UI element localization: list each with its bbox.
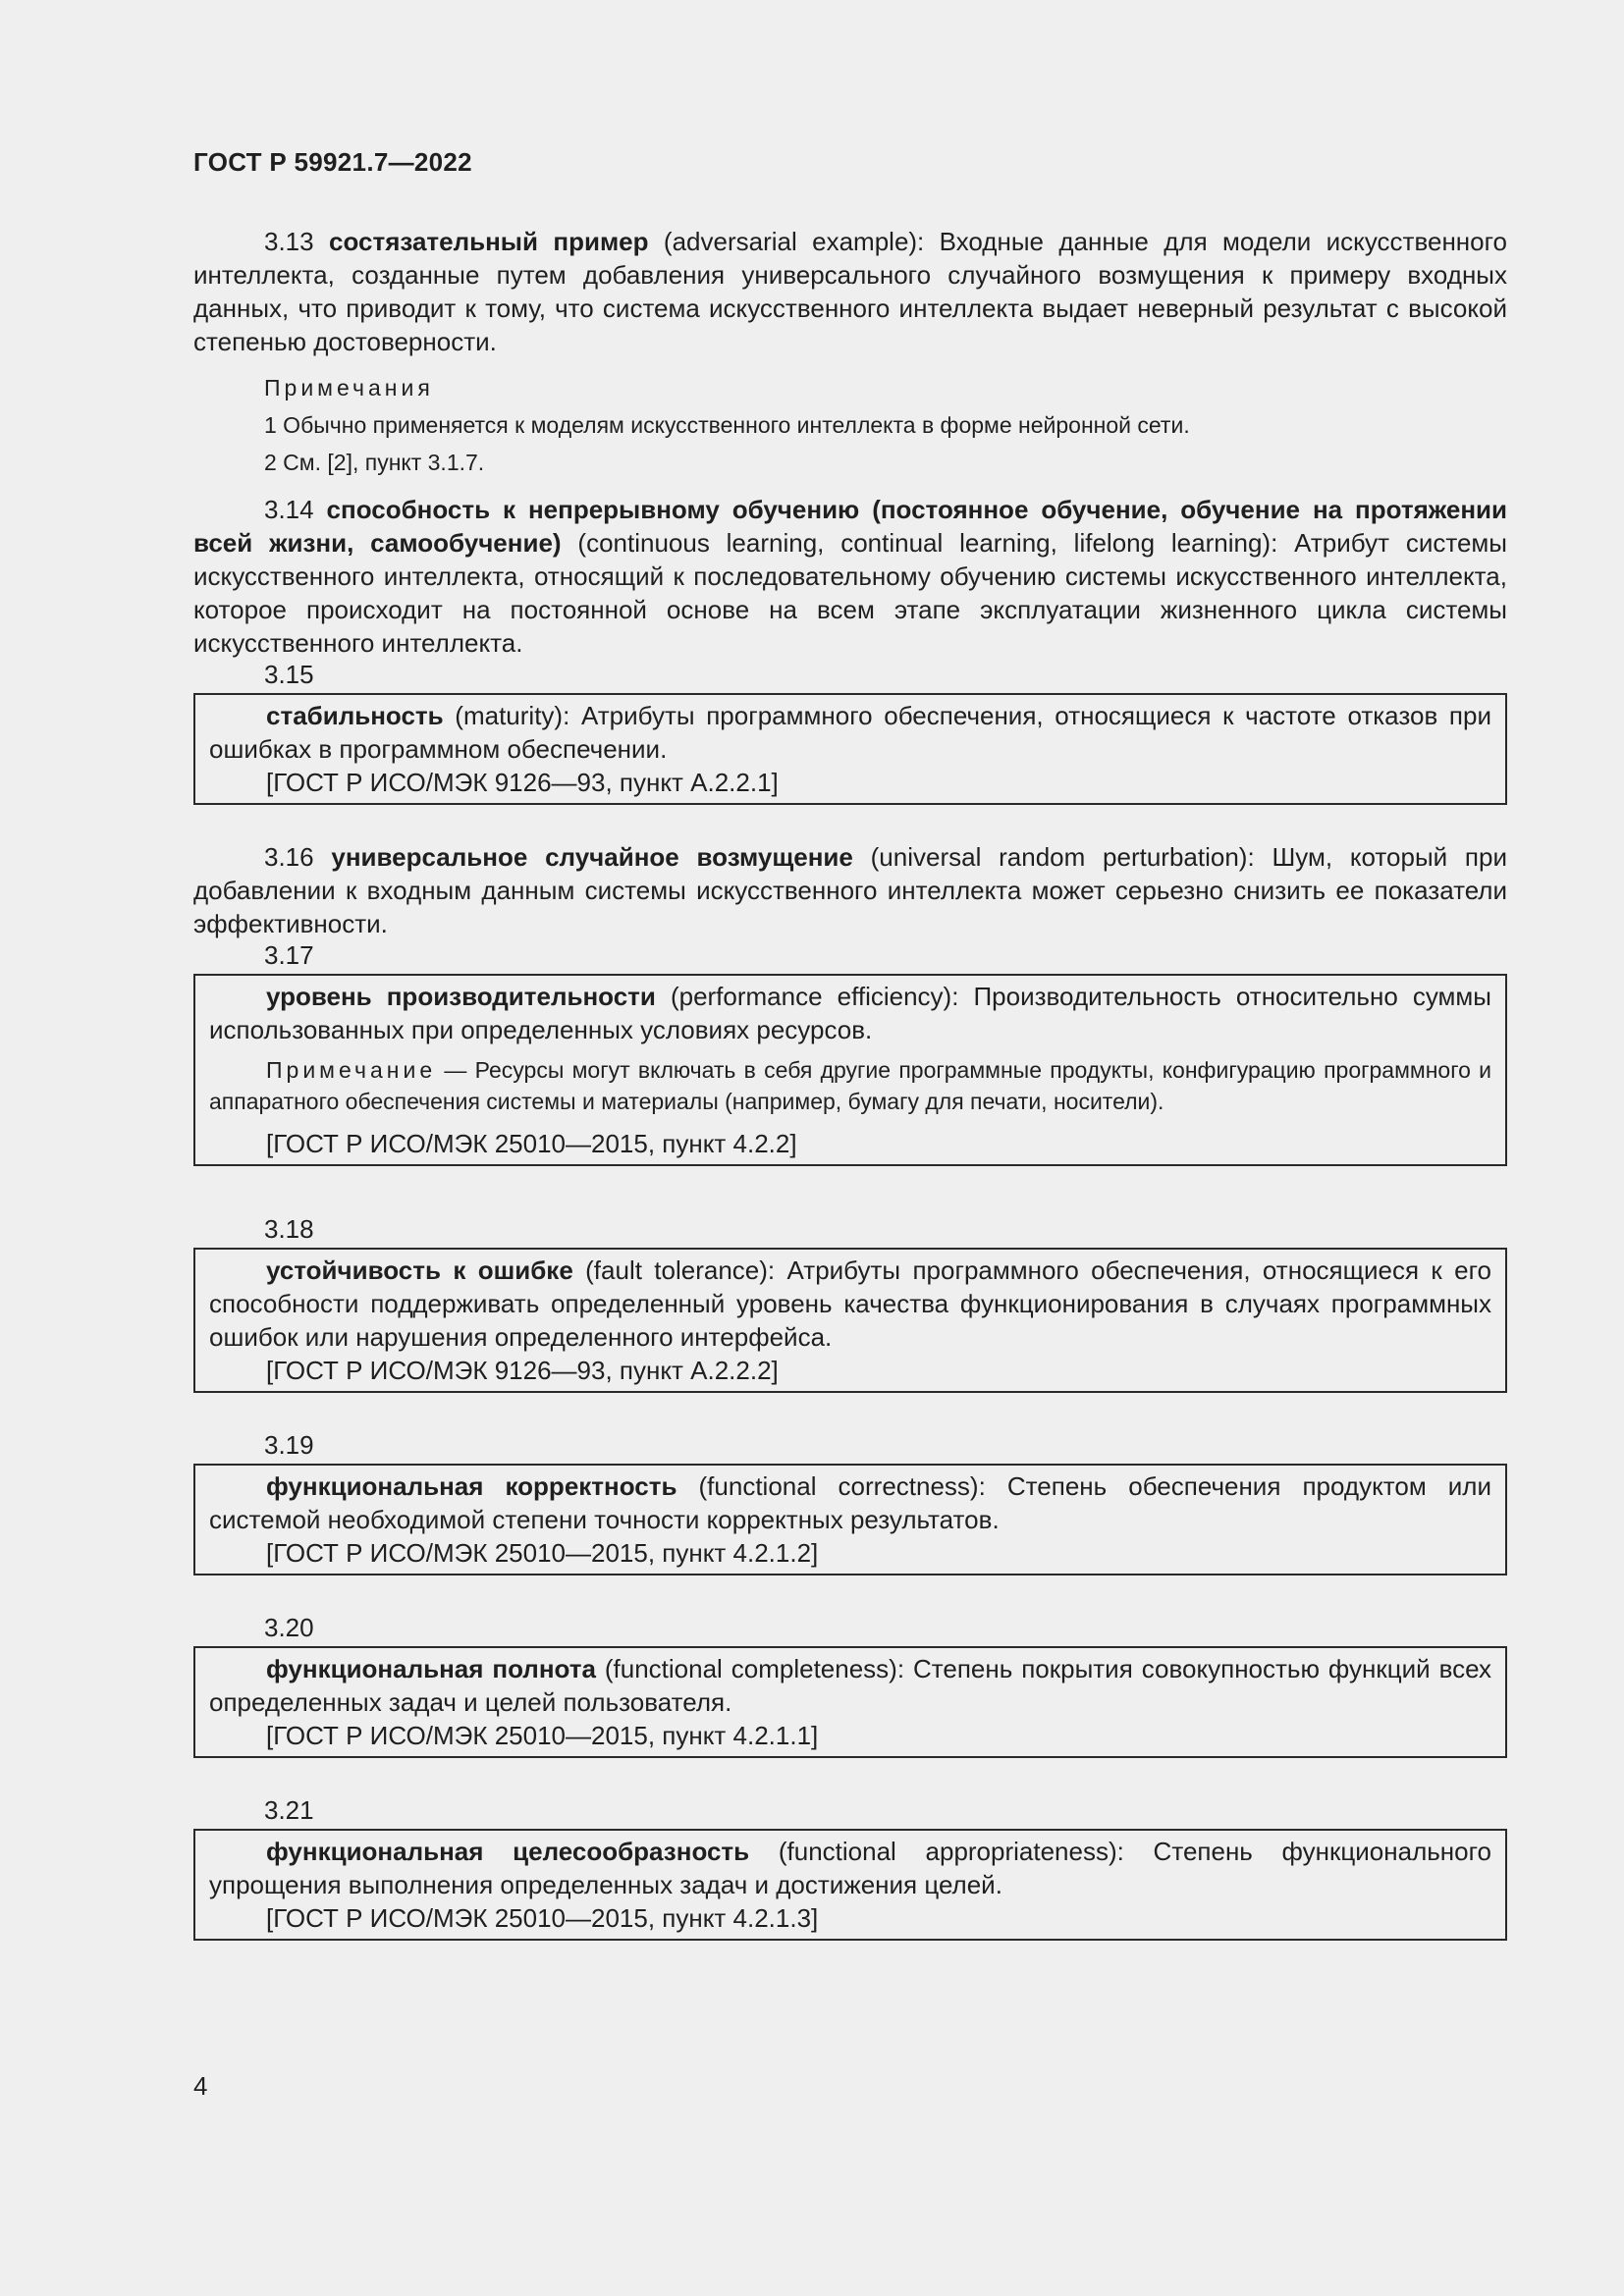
term-source: [ГОСТ Р ИСО/МЭК 25010—2015, пункт 4.2.1.1]	[266, 1721, 819, 1750]
term-3-21	[209, 1835, 1491, 1901]
term-definition: (fault tolerance): Атрибуты программного обеспечения, относящиеся к его способности поддерживать определенный уровень качества функционирования в случаях программных ошибок или нарушения определенного интерфейса.	[209, 1255, 1491, 1352]
term-source: [ГОСТ Р ИСО/МЭК 9126—93, пункт А.2.2.2]	[266, 1356, 779, 1385]
term-number-3-18: 3.18	[264, 1214, 314, 1244]
term-number: 3.14	[264, 495, 314, 524]
term-title: функциональная целесообразность	[266, 1837, 750, 1866]
term-3-17	[209, 980, 1491, 1046]
term-3-16	[193, 840, 1507, 940]
term-number-3-20: 3.20	[264, 1613, 314, 1642]
term-box-3-19	[193, 1464, 1507, 1575]
term-box-3-15	[193, 693, 1507, 805]
term-definition: (adversarial example): Входные данные для модели искусственного интеллекта, созданные путем добавления универсального случайного возмущения к примеру входных данных, что приводит к тому, что система искусственного интеллекта выдает неверный результат с высокой степенью достоверности.	[193, 227, 1507, 356]
term-title: стабильность	[266, 701, 444, 730]
document-header: ГОСТ Р 59921.7—2022	[193, 147, 472, 177]
note-label: Примечание	[266, 1057, 437, 1083]
term-definition: (maturity): Атрибуты программного обеспечения, относящиеся к частоте отказов при ошибках в программном обеспечении.	[209, 701, 1491, 764]
page-number: 4	[193, 2071, 208, 2101]
term-title: функциональная полнота	[266, 1654, 596, 1683]
notes-title: Примечания	[264, 375, 434, 400]
term-title: функциональная корректность	[266, 1471, 677, 1501]
term-source: [ГОСТ Р ИСО/МЭК 9126—93, пункт А.2.2.1]	[266, 768, 779, 797]
term-box-3-20	[193, 1646, 1507, 1758]
term-definition: (functional completeness): Степень покрытия совокупностью функций всех определенных задач и целей пользователя.	[209, 1654, 1491, 1717]
term-box-3-21	[193, 1829, 1507, 1941]
term-number-3-15: 3.15	[264, 660, 314, 689]
term-3-20	[209, 1652, 1491, 1719]
term-number: 3.13	[264, 227, 314, 256]
term-3-14	[193, 493, 1507, 660]
term-definition: (functional correctness): Степень обеспечения продуктом или системой необходимой степени точности корректных результатов.	[209, 1471, 1491, 1534]
term-note	[209, 1054, 1491, 1117]
term-source: [ГОСТ Р ИСО/МЭК 25010—2015, пункт 4.2.1.3]	[266, 1903, 819, 1933]
term-box-3-17	[193, 974, 1507, 1166]
term-source: [ГОСТ Р ИСО/МЭК 25010—2015, пункт 4.2.2]	[266, 1129, 797, 1158]
term-3-13	[193, 225, 1507, 358]
term-definition: (performance efficiency): Производительность относительно суммы использованных при определенных условиях ресурсов.	[209, 982, 1491, 1044]
term-title: уровень производительности	[266, 982, 656, 1011]
term-number-3-17: 3.17	[264, 940, 314, 970]
note-2: 2 См. [2], пункт 3.1.7.	[264, 450, 485, 475]
term-box-3-18	[193, 1248, 1507, 1393]
term-definition: (functional appropriateness): Степень функционального упрощения выполнения определенных задач и достижения целей.	[209, 1837, 1491, 1899]
term-definition: (continuous learning, continual learning, lifelong learning): Атрибут системы искусственного интеллекта, относящий к последовательному обучению системы искусственного интеллекта, которое происходит на постоянной основе на всем этапе эксплуатации жизненного цикла системы искусственного интеллекта.	[193, 528, 1507, 658]
term-title: устойчивость к ошибке	[266, 1255, 573, 1285]
term-definition: (universal random perturbation): Шум, который при добавлении к входным данным системы искусственного интеллекта может серьезно снизить ее показатели эффективности.	[193, 842, 1507, 938]
term-title: состязательный пример	[329, 227, 649, 256]
term-3-19	[209, 1469, 1491, 1536]
note-1: 1 Обычно применяется к моделям искусственного интеллекта в форме нейронной сети.	[264, 412, 1190, 438]
term-3-18	[209, 1254, 1491, 1354]
term-title: способность к непрерывному обучению (постоянное обучение, обучение на протяжении всей жизни, самообучение)	[193, 495, 1507, 558]
term-source: [ГОСТ Р ИСО/МЭК 25010—2015, пункт 4.2.1.2]	[266, 1538, 819, 1568]
term-number-3-19: 3.19	[264, 1430, 314, 1460]
note-text: — Ресурсы могут включать в себя другие программные продукты, конфигурацию программного и аппаратного обеспечения системы и материалы (например, бумагу для печати, носители).	[209, 1057, 1491, 1114]
term-number: 3.16	[264, 842, 314, 872]
term-number-3-21: 3.21	[264, 1795, 314, 1825]
term-title: универсальное случайное возмущение	[331, 842, 853, 872]
term-3-15	[209, 699, 1491, 766]
